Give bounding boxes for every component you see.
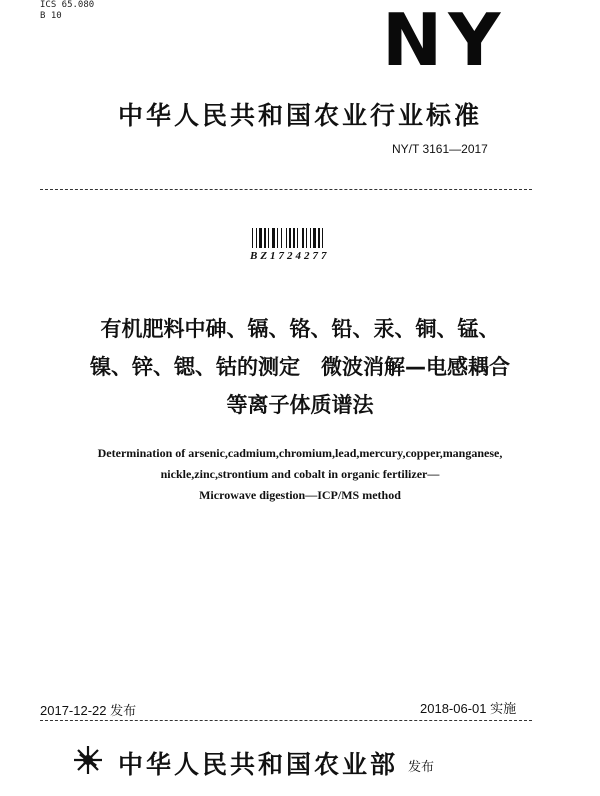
barcode-image — [252, 228, 364, 248]
ministry-publish-label: 发布 — [408, 760, 435, 775]
ny-logo: NY — [382, 0, 507, 82]
chinese-title-line: 等离子体质谱法 — [226, 393, 374, 417]
implement-date-label: 实施 — [490, 701, 517, 716]
implement-date — [420, 698, 516, 717]
chinese-title — [40, 310, 560, 424]
ics-code: ICS 65.080 — [40, 0, 95, 10]
top-divider — [40, 189, 532, 190]
ministry-name: 中华人民共和国农业部 — [118, 750, 399, 779]
chinese-title-line: 镍、锌、锶、钴的测定 微波消解—电感耦合 — [90, 355, 510, 379]
classification-codes — [40, 0, 94, 22]
standard-category: 中华人民共和国农业行业标准 — [117, 101, 482, 130]
english-title-line: nickle,zinc,strontium and cobalt in organic fertilizer— — [160, 467, 440, 481]
publish-date — [40, 700, 136, 719]
english-title-line: Determination of arsenic,cadmium,chromium,lead,mercury,copper,manganese, — [97, 446, 503, 460]
english-title-line: Microwave digestion—ICP/MS method — [199, 488, 401, 502]
bottom-divider — [40, 720, 532, 721]
barcode-number: BZ1724277 — [250, 250, 330, 262]
publish-date-label: 发布 — [110, 703, 137, 718]
chinese-title-line: 有机肥料中砷、镉、铬、铅、汞、铜、锰、 — [100, 317, 500, 341]
ministry-emblem-icon — [68, 740, 108, 780]
standard-number: NY/T 3161—2017 — [392, 142, 488, 156]
implement-date-value: 2018-06-01 — [420, 701, 487, 716]
ccs-code: B 10 — [40, 11, 62, 21]
publish-date-value: 2017-12-22 — [40, 703, 107, 718]
english-title — [20, 443, 580, 506]
